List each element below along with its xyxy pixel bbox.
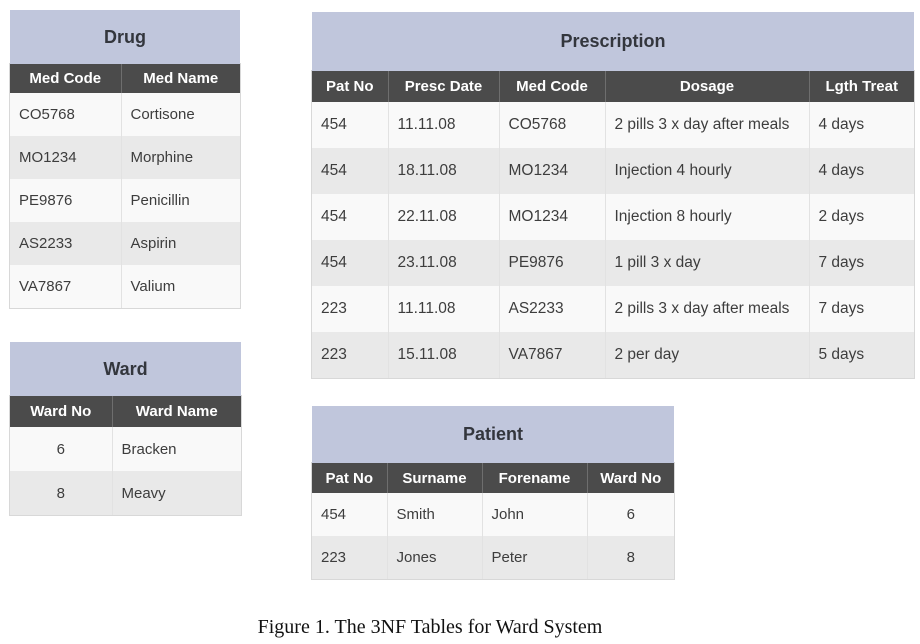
prescription-table [312, 12, 914, 378]
prescription-table-title: Prescription [312, 12, 914, 71]
drug-table-title: Drug [10, 10, 240, 64]
ward-table [10, 342, 241, 515]
prescription-med-code: PE9876 [499, 240, 605, 286]
prescription-dosage: Injection 8 hourly [605, 194, 809, 240]
drug-med-code: AS2233 [10, 222, 121, 265]
prescription-pat-no: 454 [312, 102, 388, 148]
table-row [10, 427, 241, 471]
prescription-presc-date: 23.11.08 [388, 240, 499, 286]
table-row [10, 265, 240, 308]
patient-header-pat-no: Pat No [312, 463, 387, 493]
prescription-lgth-treat: 2 days [809, 194, 914, 240]
prescription-lgth-treat: 7 days [809, 286, 914, 332]
prescription-dosage: 2 pills 3 x day after meals [605, 102, 809, 148]
prescription-lgth-treat: 5 days [809, 332, 914, 378]
prescription-presc-date: 18.11.08 [388, 148, 499, 194]
drug-med-name: Cortisone [121, 93, 240, 136]
table-row [10, 93, 240, 136]
drug-header-med-name: Med Name [121, 64, 240, 93]
table-row [10, 471, 241, 515]
prescription-pat-no: 454 [312, 240, 388, 286]
patient-header-surname: Surname [387, 463, 482, 493]
patient-forename: Peter [482, 536, 587, 579]
drug-header-row [10, 64, 240, 93]
ward-header-ward-name: Ward Name [112, 396, 241, 427]
table-row [312, 148, 914, 194]
table-row [10, 136, 240, 179]
table-row [312, 536, 674, 579]
ward-table-title: Ward [10, 342, 241, 396]
table-row [312, 286, 914, 332]
table-row [312, 194, 914, 240]
prescription-presc-date: 11.11.08 [388, 286, 499, 332]
table-row [312, 102, 914, 148]
drug-med-code: PE9876 [10, 179, 121, 222]
drug-med-code: VA7867 [10, 265, 121, 308]
prescription-presc-date: 15.11.08 [388, 332, 499, 378]
prescription-presc-date: 11.11.08 [388, 102, 499, 148]
prescription-lgth-treat: 4 days [809, 148, 914, 194]
patient-table [312, 406, 674, 579]
table-row [10, 179, 240, 222]
table-row [312, 493, 674, 536]
ward-ward-name: Meavy [112, 471, 241, 515]
table-row [10, 222, 240, 265]
patient-ward-no: 8 [587, 536, 674, 579]
drug-header-med-code: Med Code [10, 64, 121, 93]
drug-med-name: Morphine [121, 136, 240, 179]
ward-header-row [10, 396, 241, 427]
prescription-med-code: MO1234 [499, 194, 605, 240]
prescription-dosage: Injection 4 hourly [605, 148, 809, 194]
prescription-med-code: VA7867 [499, 332, 605, 378]
patient-forename: John [482, 493, 587, 536]
prescription-pat-no: 454 [312, 194, 388, 240]
prescription-lgth-treat: 7 days [809, 240, 914, 286]
prescription-dosage: 1 pill 3 x day [605, 240, 809, 286]
prescription-header-pat-no: Pat No [312, 71, 388, 102]
prescription-pat-no: 223 [312, 286, 388, 332]
patient-header-row [312, 463, 674, 493]
prescription-med-code: CO5768 [499, 102, 605, 148]
drug-med-code: MO1234 [10, 136, 121, 179]
prescription-presc-date: 22.11.08 [388, 194, 499, 240]
prescription-header-presc-date: Presc Date [388, 71, 499, 102]
patient-header-ward-no: Ward No [587, 463, 674, 493]
patient-surname: Jones [387, 536, 482, 579]
patient-table-title: Patient [312, 406, 674, 463]
patient-pat-no: 454 [312, 493, 387, 536]
patient-pat-no: 223 [312, 536, 387, 579]
prescription-header-med-code: Med Code [499, 71, 605, 102]
prescription-dosage: 2 per day [605, 332, 809, 378]
table-row [312, 240, 914, 286]
prescription-dosage: 2 pills 3 x day after meals [605, 286, 809, 332]
prescription-pat-no: 454 [312, 148, 388, 194]
prescription-med-code: MO1234 [499, 148, 605, 194]
patient-header-forename: Forename [482, 463, 587, 493]
patient-surname: Smith [387, 493, 482, 536]
table-row [312, 332, 914, 378]
prescription-med-code: AS2233 [499, 286, 605, 332]
prescription-header-dosage: Dosage [605, 71, 809, 102]
drug-med-code: CO5768 [10, 93, 121, 136]
prescription-header-row [312, 71, 914, 102]
ward-header-ward-no: Ward No [10, 396, 112, 427]
prescription-header-lgth-treat: Lgth Treat [809, 71, 914, 102]
patient-ward-no: 6 [587, 493, 674, 536]
drug-med-name: Penicillin [121, 179, 240, 222]
ward-ward-name: Bracken [112, 427, 241, 471]
figure-caption: Figure 1. The 3NF Tables for Ward System [257, 616, 603, 638]
ward-ward-no: 6 [10, 427, 112, 471]
prescription-lgth-treat: 4 days [809, 102, 914, 148]
drug-med-name: Aspirin [121, 222, 240, 265]
drug-table [10, 10, 240, 308]
drug-med-name: Valium [121, 265, 240, 308]
prescription-pat-no: 223 [312, 332, 388, 378]
ward-ward-no: 8 [10, 471, 112, 515]
